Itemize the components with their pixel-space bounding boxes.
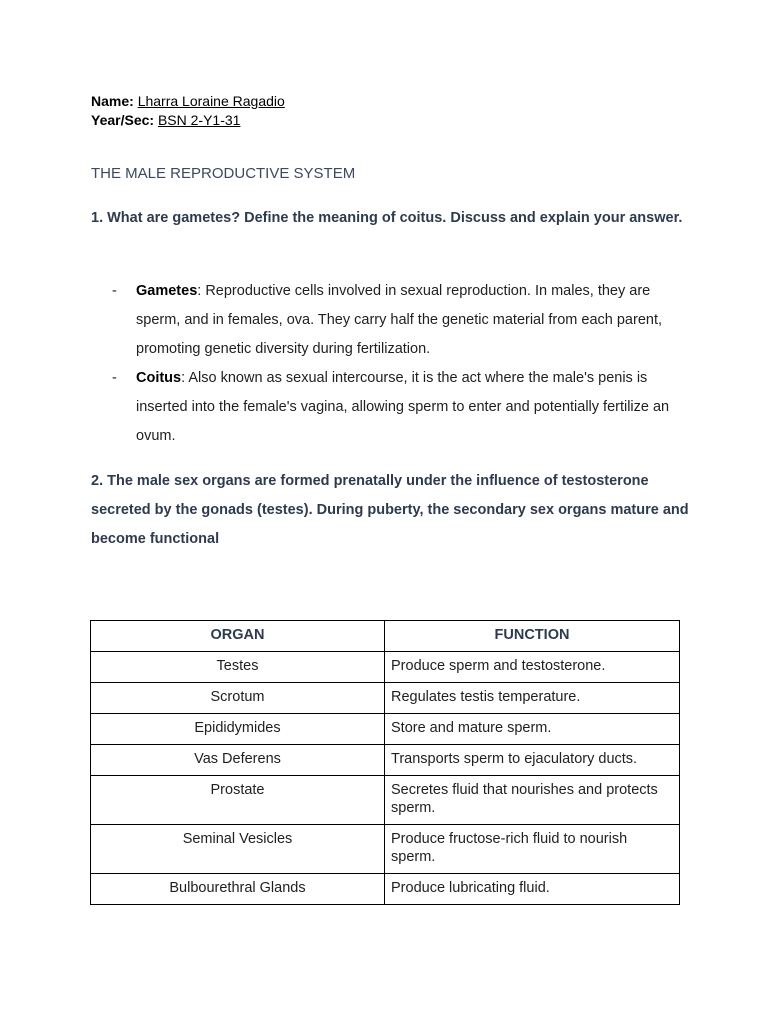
organ-cell: Bulbourethral Glands bbox=[91, 874, 385, 905]
table-row bbox=[91, 683, 680, 714]
function-cell: Secretes fluid that nourishes and protects sperm. bbox=[385, 776, 680, 825]
table-row bbox=[91, 776, 680, 825]
header-organ: ORGAN bbox=[91, 621, 385, 652]
answer-gametes bbox=[91, 277, 691, 364]
question-1-answers bbox=[91, 277, 691, 451]
organ-cell: Scrotum bbox=[91, 683, 385, 714]
question-1: 1. What are gametes? Define the meaning of coitus. Discuss and explain your answer. bbox=[91, 210, 683, 226]
organ-cell: Seminal Vesicles bbox=[91, 825, 385, 874]
yearsec-label: Year/Sec: bbox=[91, 112, 155, 128]
function-cell: Produce fructose-rich fluid to nourish sperm. bbox=[385, 825, 680, 874]
header-function: FUNCTION bbox=[385, 621, 680, 652]
term-gametes: Gametes bbox=[136, 283, 198, 299]
question-2: 2. The male sex organs are formed prenatally under the influence of testosterone secreted by the gonads (testes). During puberty, the secondary sex organs mature and become functional bbox=[91, 473, 689, 547]
yearsec-line bbox=[91, 111, 240, 129]
bullet-dash: - bbox=[112, 283, 117, 299]
table-row bbox=[91, 745, 680, 776]
answer-coitus bbox=[91, 364, 691, 451]
function-cell: Produce sperm and testosterone. bbox=[385, 652, 680, 683]
definition-coitus: : Also known as sexual intercourse, it is the act where the male's penis is inserted into the female's vagina, allowing sperm to enter and potentially fertilize an ovum. bbox=[136, 370, 670, 444]
definition-gametes: : Reproductive cells involved in sexual reproduction. In males, they are sperm, and in females, ova. They carry half the genetic material from each parent, promoting genetic diversity during fertilization. bbox=[136, 283, 663, 357]
table-row bbox=[91, 714, 680, 745]
name-value: Lharra Loraine Ragadio bbox=[137, 93, 285, 109]
organ-cell: Prostate bbox=[91, 776, 385, 825]
function-cell: Store and mature sperm. bbox=[385, 714, 680, 745]
table-header-row bbox=[91, 621, 680, 652]
table-row bbox=[91, 874, 680, 905]
organ-function-table bbox=[90, 620, 680, 905]
term-coitus: Coitus bbox=[136, 370, 182, 386]
organ-cell: Epididymides bbox=[91, 714, 385, 745]
document-title: THE MALE REPRODUCTIVE SYSTEM bbox=[91, 165, 356, 182]
function-cell: Produce lubricating fluid. bbox=[385, 874, 680, 905]
table-row bbox=[91, 825, 680, 874]
name-label: Name: bbox=[91, 93, 134, 109]
bullet-dash: - bbox=[112, 370, 117, 386]
function-cell: Transports sperm to ejaculatory ducts. bbox=[385, 745, 680, 776]
function-cell: Regulates testis temperature. bbox=[385, 683, 680, 714]
organ-cell: Vas Deferens bbox=[91, 745, 385, 776]
name-line bbox=[91, 92, 285, 110]
yearsec-value: BSN 2-Y1-31 bbox=[157, 112, 241, 128]
table-row bbox=[91, 652, 680, 683]
organ-cell: Testes bbox=[91, 652, 385, 683]
